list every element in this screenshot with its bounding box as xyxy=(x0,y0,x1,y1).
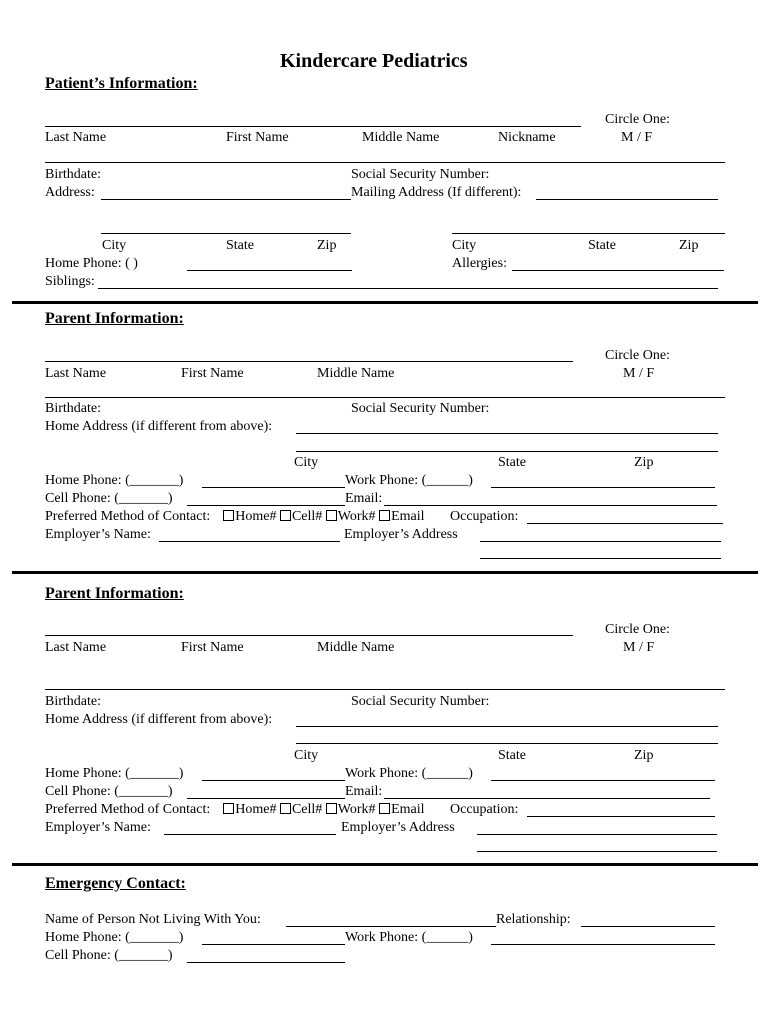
patient-ssn-label: Social Security Number: xyxy=(351,167,490,182)
parent1-home-phone-label: Home Phone: (_______) xyxy=(45,473,184,488)
patient-address-line[interactable] xyxy=(101,199,351,200)
parent1-work-phone-line[interactable] xyxy=(491,487,715,488)
parent1-birthdate-label: Birthdate: xyxy=(45,401,101,416)
parent2-work-option: Work# xyxy=(337,802,376,817)
parent2-home-address-line-2[interactable] xyxy=(296,743,718,744)
parent1-work-phone-label: Work Phone: (______) xyxy=(345,473,473,488)
parent1-cell-checkbox[interactable] xyxy=(280,510,291,521)
parent1-employer-name-line[interactable] xyxy=(159,541,340,542)
patient-zip-label: Zip xyxy=(317,238,337,253)
parent2-work-checkbox[interactable] xyxy=(326,803,337,814)
patient-allergies-label: Allergies: xyxy=(452,256,507,271)
patient-middle-name-label: Middle Name xyxy=(362,130,440,145)
parent2-home-checkbox[interactable] xyxy=(223,803,234,814)
parent1-employer-name-label: Employer’s Name: xyxy=(45,527,151,542)
patient-address-line-2[interactable] xyxy=(101,233,351,234)
patient-birthdate-label: Birthdate: xyxy=(45,167,101,182)
parent2-employer-address-line-2[interactable] xyxy=(477,851,717,852)
parent1-home-address-line[interactable] xyxy=(296,433,718,434)
patient-mailing-state-label: State xyxy=(588,238,616,253)
parent1-occupation-line[interactable] xyxy=(527,523,723,524)
patient-first-name-label: First Name xyxy=(226,130,289,145)
patient-address-label: Address: xyxy=(45,185,95,200)
parent1-divider-line xyxy=(45,397,725,398)
parent1-preferred-contact-row xyxy=(45,509,425,525)
patient-mailing-line-2[interactable] xyxy=(452,233,725,234)
parent2-birthdate-label: Birthdate: xyxy=(45,694,101,709)
parent2-cell-checkbox[interactable] xyxy=(280,803,291,814)
parent1-employer-address-line[interactable] xyxy=(480,541,721,542)
parent1-employer-address-label: Employer’s Address xyxy=(344,527,458,542)
emergency-section-heading: Emergency Contact: xyxy=(45,875,186,892)
parent1-email-line[interactable] xyxy=(384,505,717,506)
emergency-name-line[interactable] xyxy=(286,926,496,927)
parent1-work-checkbox[interactable] xyxy=(326,510,337,521)
patient-mailing-label: Mailing Address (If different): xyxy=(351,185,522,200)
parent2-employer-name-label: Employer’s Name: xyxy=(45,820,151,835)
emergency-home-phone-line[interactable] xyxy=(202,944,345,945)
parent2-sex-choice[interactable]: M / F xyxy=(623,640,655,655)
parent2-occupation-line[interactable] xyxy=(527,816,715,817)
parent2-home-option: Home# xyxy=(235,802,277,817)
parent1-email-label: Email: xyxy=(345,491,383,506)
parent1-home-address-label: Home Address (if different from above): xyxy=(45,419,273,434)
parent1-cell-option: Cell# xyxy=(291,509,323,524)
parent1-email-option: Email xyxy=(391,509,425,524)
section-rule-2 xyxy=(12,571,758,574)
emergency-home-phone-label: Home Phone: (_______) xyxy=(45,930,184,945)
parent2-occupation-label: Occupation: xyxy=(450,802,519,817)
parent2-cell-phone-line[interactable] xyxy=(187,798,345,799)
parent1-employer-address-line-2[interactable] xyxy=(480,558,721,559)
parent1-first-name-label: First Name xyxy=(181,366,244,381)
emergency-relationship-line[interactable] xyxy=(581,926,715,927)
parent1-middle-name-label: Middle Name xyxy=(317,366,395,381)
section-rule-1 xyxy=(12,301,758,304)
parent2-city-label: City xyxy=(294,748,319,763)
patient-mailing-line[interactable] xyxy=(536,199,718,200)
patient-section-heading: Patient’s Information: xyxy=(45,75,198,92)
patient-allergies-line[interactable] xyxy=(512,270,724,271)
patient-state-label: State xyxy=(226,238,254,253)
parent1-home-address-line-2[interactable] xyxy=(296,451,718,452)
parent2-employer-address-label: Employer’s Address xyxy=(341,820,455,835)
parent1-work-option: Work# xyxy=(337,509,376,524)
parent1-home-option: Home# xyxy=(235,509,277,524)
parent1-email-checkbox[interactable] xyxy=(379,510,390,521)
parent2-preferred-contact-row xyxy=(45,802,425,818)
section-rule-3 xyxy=(12,863,758,866)
parent1-cell-phone-label: Cell Phone: (_______) xyxy=(45,491,173,506)
parent2-home-phone-label: Home Phone: (_______) xyxy=(45,766,184,781)
patient-mailing-zip-label: Zip xyxy=(679,238,699,253)
emergency-cell-phone-label: Cell Phone: (_______) xyxy=(45,948,173,963)
patient-nickname-label: Nickname xyxy=(498,130,556,145)
parent2-section-heading: Parent Information: xyxy=(45,585,184,602)
parent1-zip-label: Zip xyxy=(634,455,654,470)
parent2-state-label: State xyxy=(498,748,526,763)
parent1-ssn-label: Social Security Number: xyxy=(351,401,490,416)
parent2-ssn-label: Social Security Number: xyxy=(351,694,490,709)
patient-last-name-label: Last Name xyxy=(45,130,107,145)
emergency-work-phone-label: Work Phone: (______) xyxy=(345,930,473,945)
patient-name-line[interactable] xyxy=(45,126,581,127)
parent2-preferred-contact-label: Preferred Method of Contact: xyxy=(45,802,211,817)
parent2-first-name-label: First Name xyxy=(181,640,244,655)
parent2-cell-phone-label: Cell Phone: (_______) xyxy=(45,784,173,799)
parent1-sex-choice[interactable]: M / F xyxy=(623,366,655,381)
parent2-home-address-label: Home Address (if different from above): xyxy=(45,712,273,727)
patient-siblings-label: Siblings: xyxy=(45,274,95,289)
patient-mailing-city-label: City xyxy=(452,238,477,253)
parent1-circle-one: Circle One: xyxy=(605,348,670,363)
patient-siblings-line[interactable] xyxy=(98,288,718,289)
parent1-occupation-label: Occupation: xyxy=(450,509,519,524)
parent1-city-label: City xyxy=(294,455,319,470)
parent2-email-option: Email xyxy=(391,802,425,817)
parent2-home-address-line[interactable] xyxy=(296,726,718,727)
parent2-middle-name-label: Middle Name xyxy=(317,640,395,655)
patient-sex-choice[interactable]: M / F xyxy=(621,130,653,145)
parent2-employer-address-line[interactable] xyxy=(477,834,717,835)
parent2-name-line[interactable] xyxy=(45,635,573,636)
patient-circle-one: Circle One: xyxy=(605,112,670,127)
emergency-cell-phone-line[interactable] xyxy=(187,962,345,963)
parent1-home-checkbox[interactable] xyxy=(223,510,234,521)
parent1-state-label: State xyxy=(498,455,526,470)
parent2-cell-option: Cell# xyxy=(291,802,323,817)
parent1-preferred-contact-label: Preferred Method of Contact: xyxy=(45,509,211,524)
parent2-email-checkbox[interactable] xyxy=(379,803,390,814)
parent2-email-label: Email: xyxy=(345,784,383,799)
parent2-email-line[interactable] xyxy=(384,798,710,799)
parent2-work-phone-label: Work Phone: (______) xyxy=(345,766,473,781)
emergency-name-label: Name of Person Not Living With You: xyxy=(45,912,261,927)
emergency-work-phone-line[interactable] xyxy=(491,944,715,945)
parent1-section-heading: Parent Information: xyxy=(45,310,184,327)
parent1-name-line[interactable] xyxy=(45,361,573,362)
parent1-cell-phone-line[interactable] xyxy=(187,505,345,506)
patient-home-phone-line[interactable] xyxy=(187,270,352,271)
form-title: Kindercare Pediatrics xyxy=(280,50,468,72)
parent1-home-phone-line[interactable] xyxy=(202,487,345,488)
parent1-last-name-label: Last Name xyxy=(45,366,107,381)
patient-city-label: City xyxy=(102,238,127,253)
patient-divider-line xyxy=(45,162,725,163)
parent2-work-phone-line[interactable] xyxy=(491,780,715,781)
parent2-circle-one: Circle One: xyxy=(605,622,670,637)
parent2-last-name-label: Last Name xyxy=(45,640,107,655)
parent2-zip-label: Zip xyxy=(634,748,654,763)
parent2-home-phone-line[interactable] xyxy=(202,780,345,781)
parent2-employer-name-line[interactable] xyxy=(164,834,336,835)
patient-home-phone-label: Home Phone: ( ) xyxy=(45,256,138,271)
parent2-divider-line xyxy=(45,689,725,690)
emergency-relationship-label: Relationship: xyxy=(496,912,571,927)
